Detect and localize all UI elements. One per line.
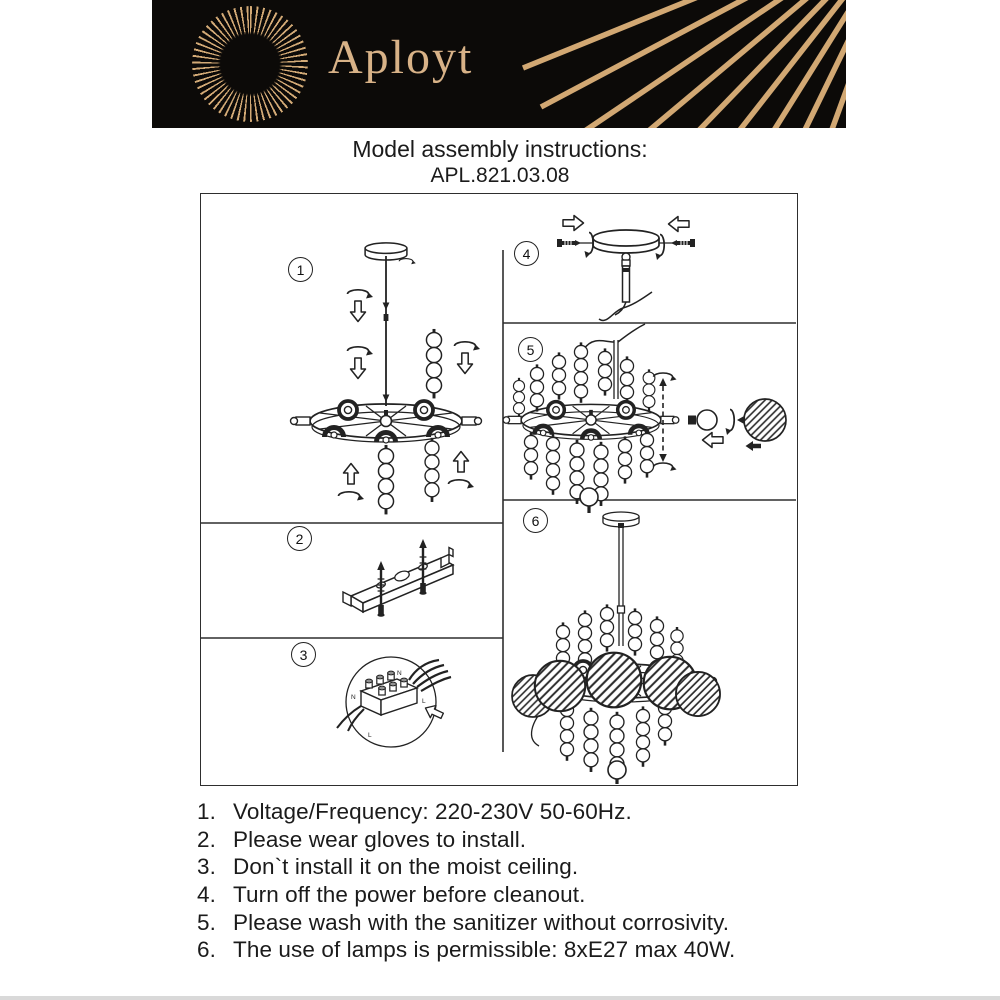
step-5-badge: 5 xyxy=(518,337,543,362)
bead-strand xyxy=(513,378,524,418)
step-1-illustration xyxy=(291,243,482,514)
wire-label: N xyxy=(397,670,402,677)
rotation-arrow-icon xyxy=(348,290,374,299)
step-4-illustration xyxy=(557,216,695,321)
bead-strand xyxy=(552,352,565,399)
step-2-badge: 2 xyxy=(287,526,312,551)
step-1-badge: 1 xyxy=(288,257,313,282)
bead-strand xyxy=(640,430,653,477)
instruction-text: Voltage/Frequency: 220-230V 50-60Hz. xyxy=(233,799,632,824)
instruction-text: Please wear gloves to install. xyxy=(233,826,527,852)
bead-strand xyxy=(636,706,649,766)
power-wire xyxy=(584,341,614,349)
bead-strand xyxy=(620,356,633,403)
light-bulb-icon xyxy=(688,410,717,430)
step-2-illustration xyxy=(343,539,453,617)
page-title: Model assembly instructions: xyxy=(352,136,648,162)
rotation-arrow-icon xyxy=(348,347,374,356)
corner-rays-decoration xyxy=(152,0,846,128)
model-number: APL.821.03.08 xyxy=(430,164,570,187)
side-screw-icon xyxy=(557,239,581,247)
instruction-number: 3. xyxy=(197,854,216,880)
instruction-text: The use of lamps is permissible: 8xE27 max 40W. xyxy=(233,937,736,963)
bead-strand xyxy=(628,608,641,655)
step-5-illustration xyxy=(503,324,786,513)
rotation-arrow-icon xyxy=(449,480,475,489)
glass-shade-ball xyxy=(744,399,786,441)
rotation-arrow-icon xyxy=(654,463,677,471)
chandelier-frame xyxy=(291,401,482,443)
instruction-number: 2. xyxy=(197,826,216,852)
glass-shade-ball xyxy=(587,653,642,708)
step-4-badge: 4 xyxy=(514,241,539,266)
side-screw-icon xyxy=(671,239,695,247)
glass-shade-ball xyxy=(535,661,585,711)
down-arrow-icon xyxy=(351,301,366,322)
instruction-text: Don`t install it on the moist ceiling. xyxy=(233,854,579,880)
assembly-diagram xyxy=(200,193,798,786)
right-arrow-icon xyxy=(563,216,584,231)
rotation-arrow-icon xyxy=(726,410,735,436)
bead-strand xyxy=(546,434,559,494)
instruction-item xyxy=(197,910,877,938)
instruction-item xyxy=(197,854,877,882)
bead-strand xyxy=(425,438,439,502)
left-arrow-icon xyxy=(703,433,724,448)
rotation-arrow-icon xyxy=(339,492,365,501)
bead-strand xyxy=(378,445,393,514)
brand-banner xyxy=(152,0,846,128)
instruction-item xyxy=(197,827,877,855)
rotation-arrow-icon xyxy=(399,259,416,265)
up-arrow-icon xyxy=(454,452,469,473)
step-3-illustration xyxy=(337,657,451,747)
instruction-number: 1. xyxy=(197,799,216,824)
bead-strand xyxy=(530,364,543,411)
instruction-number: 5. xyxy=(197,909,216,935)
instruction-text: Please wash with the sanitizer without corrosivity. xyxy=(233,909,730,935)
step-6-badge: 6 xyxy=(523,508,548,533)
step-3-badge: 3 xyxy=(291,642,316,667)
ceiling-canopy xyxy=(593,230,659,253)
diagram-line-art xyxy=(201,194,796,784)
instruction-text: Turn off the power before cleanout. xyxy=(233,882,586,908)
up-arrow-icon xyxy=(344,464,359,485)
instruction-item xyxy=(197,799,877,827)
bead-strand xyxy=(524,432,537,479)
instruction-list xyxy=(197,799,877,965)
wire-label: L xyxy=(368,732,372,739)
left-arrow-icon xyxy=(669,217,690,232)
bead-strand xyxy=(584,708,598,772)
down-arrow-icon xyxy=(458,353,473,374)
wire-label: L xyxy=(422,698,426,705)
brand-name: Aployt xyxy=(328,31,474,84)
instruction-item xyxy=(197,882,877,910)
rotation-arrow-icon xyxy=(585,233,594,259)
bead-strand xyxy=(600,604,613,651)
down-arrow-icon xyxy=(351,358,366,379)
chandelier-frame xyxy=(503,402,679,441)
glass-shade-ball xyxy=(676,672,720,716)
instruction-number: 6. xyxy=(197,937,216,963)
rotation-arrow-icon xyxy=(455,342,481,351)
bead-strand xyxy=(618,436,631,483)
scan-edge-artifact xyxy=(0,996,1000,1000)
bead-strand xyxy=(574,342,587,402)
step-6-illustration xyxy=(512,512,720,784)
bead-strand xyxy=(598,348,611,395)
wire-label: N xyxy=(351,694,356,701)
bead-strand xyxy=(650,616,663,663)
bead-strand xyxy=(426,329,441,398)
rotation-arrow-icon xyxy=(654,373,677,381)
small-left-arrow-icon xyxy=(746,441,762,451)
instruction-item xyxy=(197,937,877,965)
instruction-number: 4. xyxy=(197,882,216,908)
